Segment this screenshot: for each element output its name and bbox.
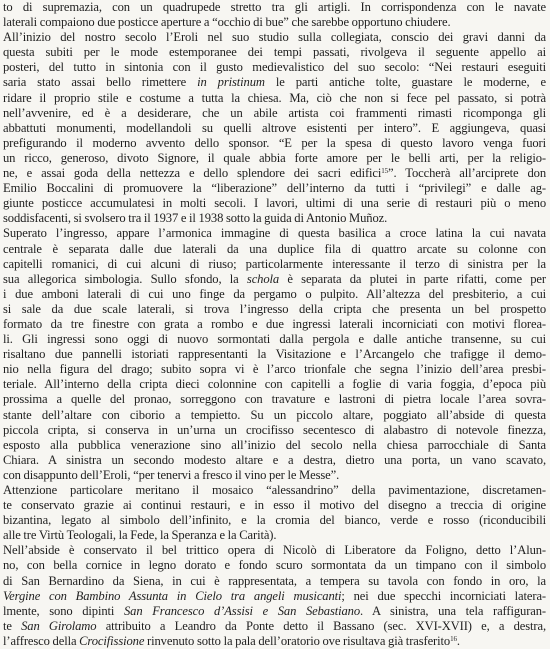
text-segment: . xyxy=(456,633,460,648)
text-segment: te xyxy=(3,618,22,633)
text-line: Attenzione particolare meritano il mosaico “alessandrino” della pavimentazione, discretamen- xyxy=(3,483,546,497)
text-line: esposto alla pubblica venerazione sino all’inizio del secolo nella chiesa parrocchiale di Santa xyxy=(3,437,546,452)
text-line: no, con bella cornice in legno dorato e fondo scuro sormontata da un timpano con il simbolo xyxy=(3,558,546,573)
italic-text: in pristinum xyxy=(197,75,265,90)
text-segment: . A sinistra, una tela raffiguran- xyxy=(360,603,546,618)
body-text xyxy=(3,0,546,649)
italic-text: schola xyxy=(246,271,280,286)
text-segment: ; nei due specchi incorniciati latera- xyxy=(341,588,546,603)
text-line: questa subiti per le mode estemporanee dei tempi passati, rivolgeva il seguente appello ai xyxy=(3,45,546,60)
text-line: piccola cripta, si conserva in un’urna un crocifisso secentesco di alabastro di notevole finezza, xyxy=(3,422,546,437)
text-line: te conservato grazie ai continui restauri, e in esso il motivo del disegno a treccia di origine xyxy=(3,498,546,513)
text-line xyxy=(3,619,546,634)
text-segment: sua allegorica simbologia. Sullo sfondo, la xyxy=(3,271,247,286)
text-line: laterali compaiono due posticce aperture a “occhio di bue” che sarebbe opportuno chiudere. xyxy=(3,15,451,30)
text-line: Superato l’ingresso, appare l’armonica immagine di questa basilica a croce latina la cui navata xyxy=(3,226,546,241)
text-segment: saria stato assai bello rimettere xyxy=(3,75,198,90)
text-line: con disappunto dell’Eroli, “per tenervi a fresco il vino per le Messe”. xyxy=(3,467,340,482)
text-line: posteri, del tutto in sintonia con il gusto medievalistico del suo secolo: “Nei restauri eseguiti xyxy=(3,60,546,75)
text-segment: è separata da plutei in parte rifatti, come per xyxy=(279,271,546,286)
footnote-ref: 15 xyxy=(381,167,389,176)
text-line: to di supremazia, con un quadrupede stretto tra gli artigli. In corrispondenza con le navate xyxy=(3,0,546,14)
text-line: abbattuti monumenti, modellandoli su quelli altrove esistenti per intero”. E aggiungeva, quasi xyxy=(3,120,546,135)
text-segment: ne, e assai goda della nettezza e dello splendore dei sacri edifici xyxy=(3,166,382,181)
text-line: prefigurando il moderno avvento dello sponsor. “E per la spesa di questo lavoro venga fuori xyxy=(3,135,546,150)
italic-text: San Girolamo xyxy=(21,618,97,633)
text-line: alle tre Virtù Teologali, la Fede, la Speranza e la Carità). xyxy=(3,528,277,543)
text-line: prossima a quelle del pronao, sorreggono con travature e lastroni di pietra locale l’area sovra- xyxy=(3,392,546,407)
text-line: nio nella figura del drago; subito sopra vi è l’arco trionfale che segna l’inizio dell’area presbi- xyxy=(3,362,546,377)
text-line xyxy=(3,589,546,604)
text-line xyxy=(3,634,546,649)
text-segment: attribuito a Leandro da Ponte detto il Bassano (sec. XVI-XVII) e, a destra, xyxy=(96,618,546,633)
text-line: si sale da due scale laterali, si trova l’ingresso della cripta che presenta un bel prospetto xyxy=(3,301,546,316)
text-line: Chiara. A sinistra un secondo modesto altare e a destra, dietro una porta, un vano scavato, xyxy=(3,452,546,467)
text-line: nell’avvenire, ed è a desiderare, che un abile artista coi frammenti rimasti ricomponga gli xyxy=(3,105,546,120)
italic-text: Crocifissione xyxy=(79,633,145,648)
text-segment: rinvenuto sotto la pala dell’oratorio ove risultava già trasferito xyxy=(144,633,451,648)
text-line: un ricco, generoso, divoto Signore, il quale abbia forte amore per le belli arti, per la religio- xyxy=(3,150,546,165)
text-line: formato da tre finestre con grata a rombo e due ingressi laterali incorniciati con motivi florea- xyxy=(3,316,546,331)
text-line: stante dell’altare con ciborio a tempietto. Su un piccolo altare, poggiato all’abside di questa xyxy=(3,407,546,422)
text-line: ridare il proprio stile e costume a tutta la chiesa. Ma, ciò che non si fece pel passato, si potrà xyxy=(3,90,546,105)
text-line: soddisfacenti, si svolsero tra il 1937 e il 1938 sotto la guida di Antonio Muñoz. xyxy=(3,211,388,226)
text-segment: lmente, sono dipinti xyxy=(3,603,124,618)
text-line: di San Bernardino da Siena, in cui è rappresentata, a tempera su tavola con fondo in oro, la xyxy=(3,573,546,588)
italic-text: Vergine con Bambino Assunta in Cielo tra angeli musicanti xyxy=(3,588,342,603)
text-line: Nell’abside è conservato il bel trittico opera di Nicolò di Liberatore da Foligno, detto l’Alun- xyxy=(3,543,546,558)
text-line: risaltano due pannelli istoriati rappresentanti la Visitazione e l’Arcangelo che trafigge il demo- xyxy=(3,347,546,362)
italic-text: San Francesco d’Assisi e San Sebastiano xyxy=(124,603,361,618)
text-line: All’inizio del nostro secolo l’Eroli nel suo studio sulla collegiata, conscio dei gravi danni da xyxy=(3,30,546,45)
text-segment: ”. Toccherà all’arciprete don xyxy=(388,166,546,181)
text-line xyxy=(3,166,546,181)
text-segment: l’affresco della xyxy=(3,633,80,648)
text-line: bizantina, legato al simbolo dell’infinito, e la cromia del bianco, verde e rosso (riconducibili xyxy=(3,513,546,528)
text-line: Emilio Boccalini di promuovere la “liberazione” dell’interno da tutti i “privilegi” e dalle ag- xyxy=(3,181,546,196)
text-line: centrale è separata dalle due laterali da una duplice fila di quattro arcate su colonne con xyxy=(3,241,546,256)
text-line: i due amboni laterali di cui uno finge da pergamo o pulpito. All’altezza del presbiterio, a cui xyxy=(3,286,546,301)
text-line: giunte posticce accumulatesi in molti secoli. I lavori, ultimi di una serie di restauri più o meno xyxy=(3,196,546,211)
text-line xyxy=(3,75,546,90)
text-line: capitelli romanici, di cui alcuni di riuso; particolarmente interessante il terzo di sinistra per la xyxy=(3,256,546,271)
text-segment: le parti antiche tolte, guastare le moderne, e xyxy=(264,75,546,90)
footnote-ref: 16 xyxy=(450,634,457,643)
text-line: li. Gli ingressi sono oggi di nuovo sormontati dalla pergola e dalle antiche transenne, su cui xyxy=(3,332,546,347)
text-line xyxy=(3,272,546,287)
text-line: teriale. All’interno della cripta dieci colonnine con capitelli a foglie di varia foggia, d’epoca più xyxy=(3,377,546,392)
